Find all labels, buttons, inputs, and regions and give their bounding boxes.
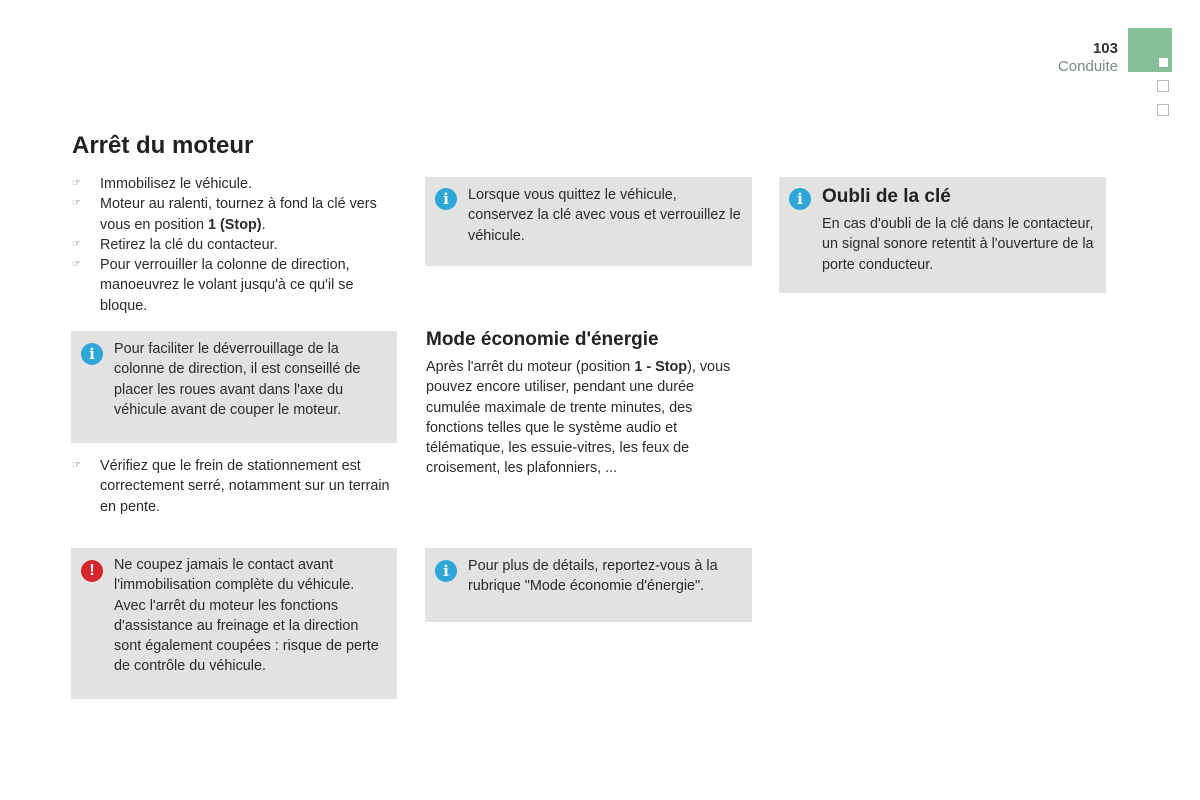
pointing-hand-icon: ☞ <box>72 198 81 210</box>
chapter-tab-marker <box>1159 58 1168 67</box>
pointing-hand-icon: ☞ <box>72 259 81 271</box>
forgot-key-heading: Oubli de la clé <box>822 186 951 207</box>
chapter-tab-empty-2 <box>1157 104 1169 116</box>
chapter-tab-empty-1 <box>1157 80 1169 92</box>
page-title: Arrêt du moteur <box>72 132 254 159</box>
forgot-key-text: En cas d'oubli de la clé dans le contacteur, un signal sonore retentit à l'ouverture de la porte conducteur. <box>822 216 1094 273</box>
info-text-unlock: Pour faciliter le déverrouillage de la colonne de direction, il est conseillé de placer les roues avant dans l'axe du véhicule avant de couper le moteur. <box>114 341 361 418</box>
info-icon: i <box>81 343 103 365</box>
info-icon: i <box>435 188 457 210</box>
info-box-unlock <box>71 331 397 443</box>
list-item: ☞ Vérifiez que le frein de stationnement est correctement serré, notamment sur un terrain en pente. <box>72 458 390 515</box>
pointing-hand-icon: ☞ <box>72 460 81 471</box>
info-box-forgot-key <box>779 177 1106 293</box>
warning-text: Ne coupez jamais le contact avant l'immobilisation complète du véhicule. Avec l'arrêt du moteur les fonctions d'assistance au freinage et la direction sont également coupées : risque de perte de contrôle du véhicule. <box>114 557 379 675</box>
info-icon: i <box>789 188 811 210</box>
list-item: ☞ Pour verrouiller la colonne de direction, manoeuvrez le volant jusqu'à ce qu'il se bloque. <box>72 257 354 314</box>
pointing-hand-icon: ☞ <box>72 238 81 250</box>
info-box-key <box>425 177 752 266</box>
info-icon: i <box>435 560 457 582</box>
chapter-label: Conduite <box>1057 58 1118 75</box>
warning-box <box>71 548 397 699</box>
warning-icon: ! <box>81 560 103 582</box>
eco-mode-text: Après l'arrêt du moteur (position 1 - Stop), vous pouvez encore utiliser, pendant une durée cumulée maximale de trente minutes, des fonctions telles que le système audio et télématique, les essuie-vitres, les feux de croisement, les plafonniers, ... <box>426 359 731 477</box>
info-text-key: Lorsque vous quittez le véhicule, conservez la clé avec vous et verrouillez le véhicule. <box>468 187 741 244</box>
info-box-eco <box>425 548 752 622</box>
pointing-hand-icon: ☞ <box>72 178 81 189</box>
page-number: 103 <box>1092 40 1118 57</box>
list-item: ☞ Immobilisez le véhicule. <box>72 174 400 194</box>
info-text-eco: Pour plus de détails, reportez-vous à la rubrique "Mode économie d'énergie". <box>468 558 718 595</box>
list-item: ☞ Retirez la clé du contacteur. <box>72 235 400 255</box>
list-item: ☞ Moteur au ralenti, tournez à fond la clé vers vous en position 1 (Stop). <box>72 196 377 233</box>
procedure-list-2 <box>72 456 394 517</box>
procedure-list-1 <box>72 174 400 316</box>
eco-mode-heading: Mode économie d'énergie <box>426 329 659 350</box>
